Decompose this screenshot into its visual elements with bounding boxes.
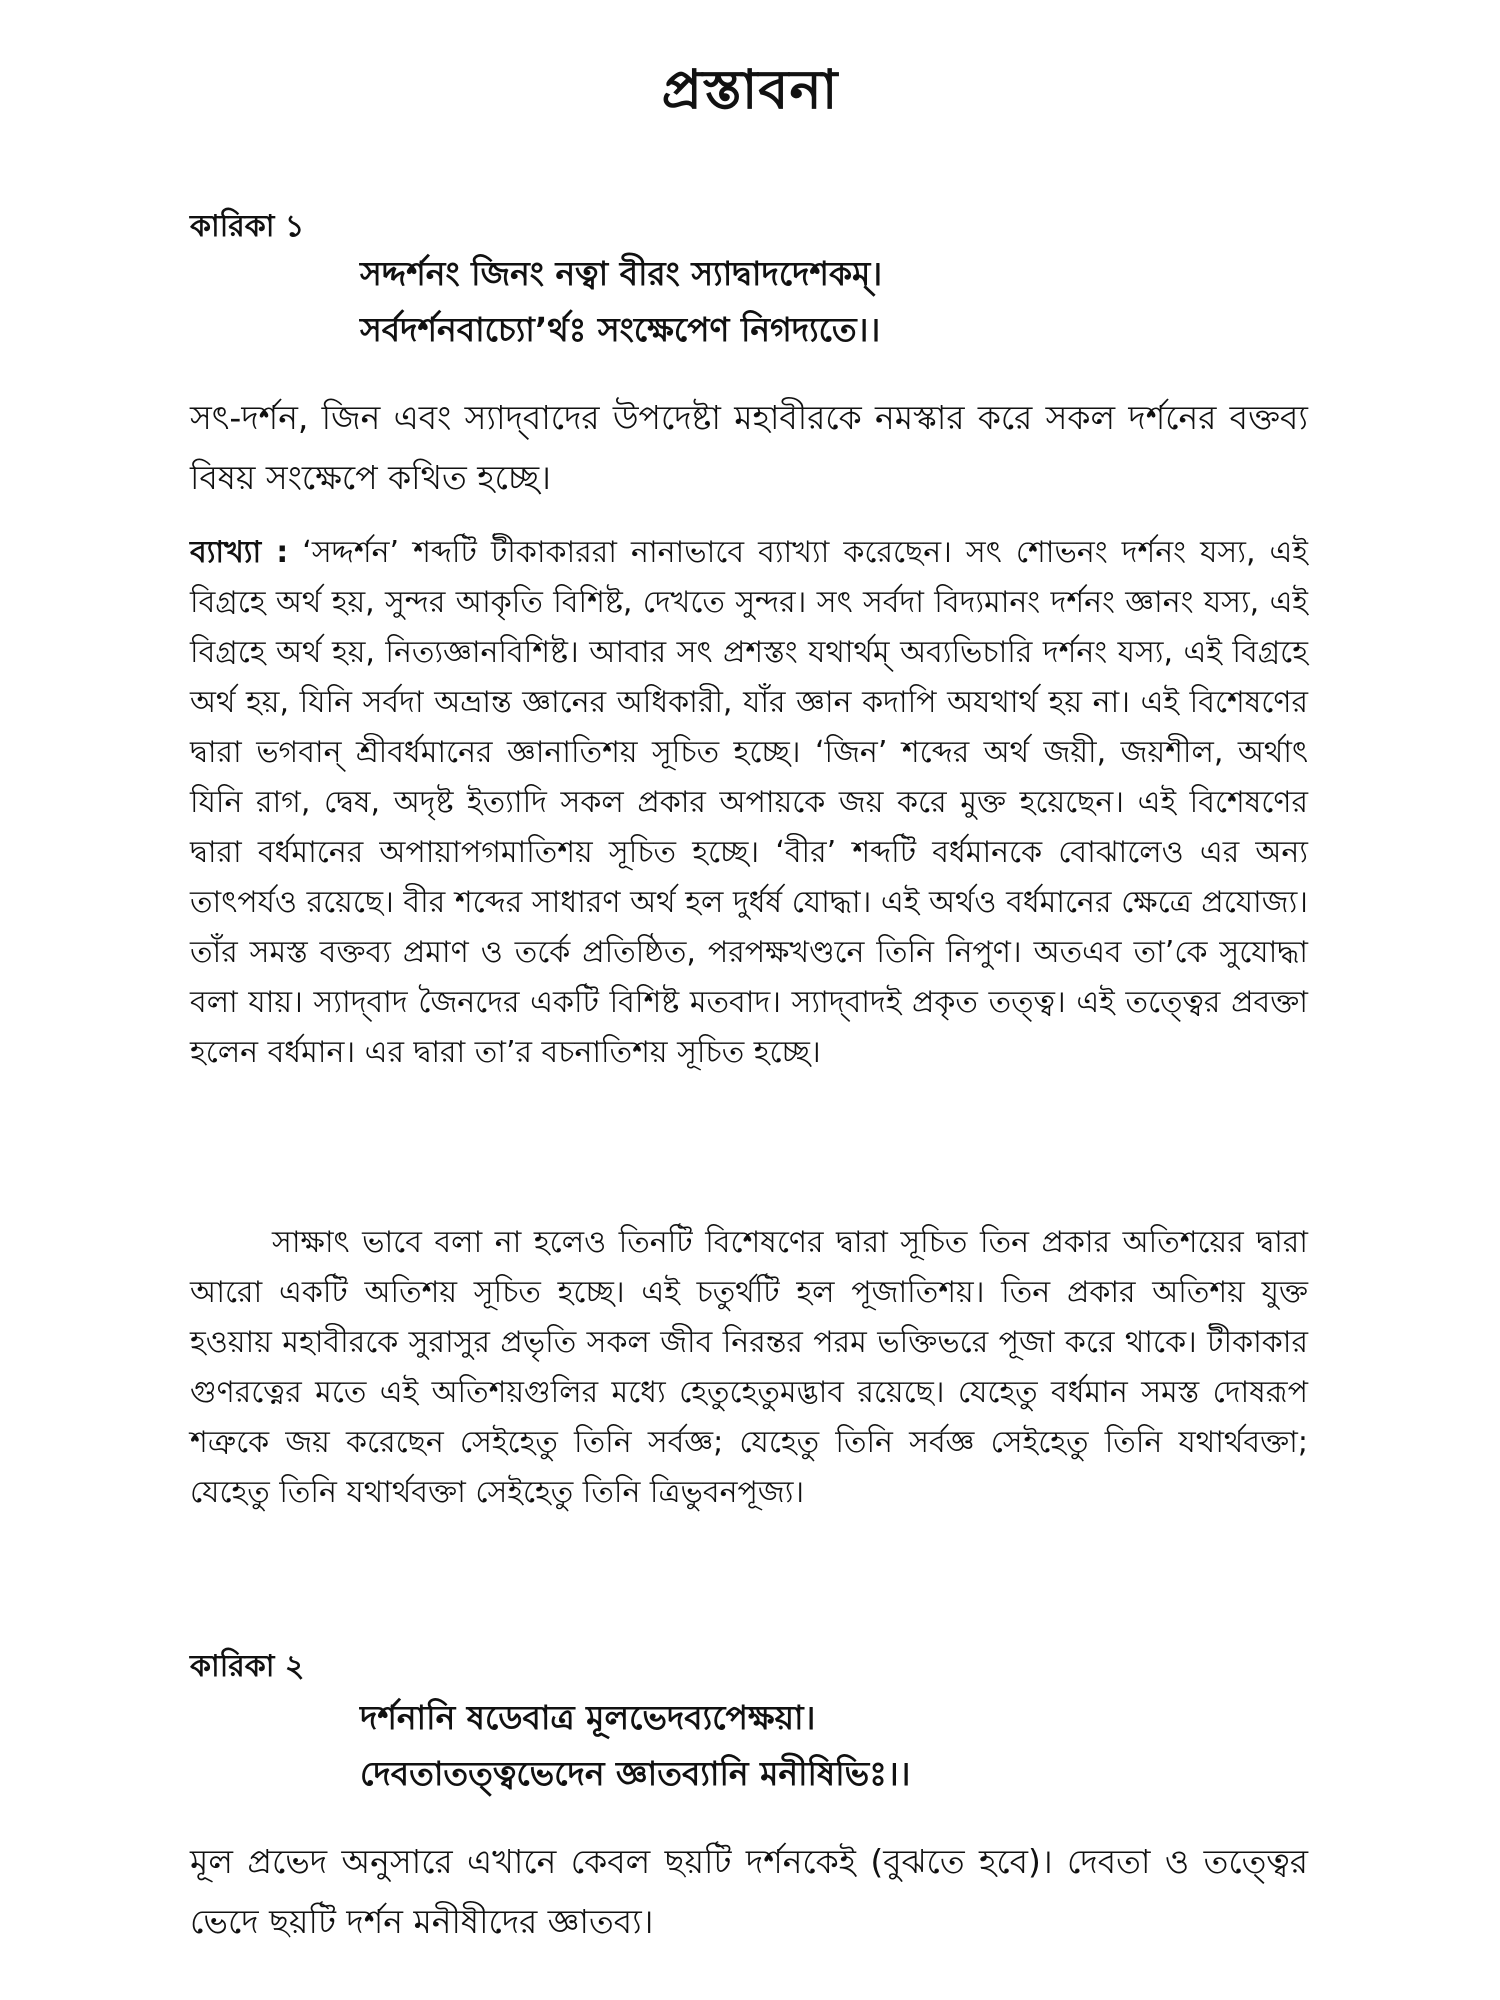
explanation-label: ব্যাখ্যা : <box>190 535 289 570</box>
verse-line: সর্বদর্শনবাচ্যো’র্থঃ সংক্ষেপেণ নিগদ্যতে।। <box>360 310 881 349</box>
page-title: প্রস্তাবনা <box>661 58 839 121</box>
karika-1-translation: সৎ-দর্শন, জিন এবং স্যাদ্‌বাদের উপদেষ্টা মহাবীরকে নমস্কার করে সকল দর্শনের বক্তব্য বিষয় সংক্ষেপে কথিত হচ্ছে। <box>190 398 1308 497</box>
explanation-text: ‘সদ্দর্শন’ শব্দটি টীকাকাররা নানাভাবে ব্যাখ্যা করেছেন। সৎ শোভনং দর্শনং যস্য, এই বিগ্রহে অর্থ হয়, সুন্দর আকৃতি বিশিষ্ট, দেখতে সুন্দর। সৎ সর্বদা বিদ্যমানং দর্শনং জ্ঞানং যস্য, এই বিগ্রহে অর্থ হয়, নিত্যজ্ঞানবিশিষ্ট। আবার সৎ প্রশস্তং যথার্থম্ অব্যভিচারি দর্শনং যস্য, এই বিগ্রহে অর্থ হয়, যিনি সর্বদা অভ্রান্ত জ্ঞানের অধিকারী, যাঁর জ্ঞান কদাপি অযথার্থ হয় না। এই বিশেষণের দ্বারা ভগবান্ শ্রীবর্ধমানের জ্ঞানাতিশয় সূচিত হচ্ছে। ‘জিন’ শব্দের অর্থ জয়ী, জয়শীল, অর্থাৎ যিনি রাগ, দ্বেষ, অদৃষ্ট ইত্যাদি সকল প্রকার অপায়কে জয় করে মুক্ত হয়েছেন। এই বিশেষণের দ্বারা বর্ধমানের অপায়াপগমাতিশয় সূচিত হচ্ছে। ‘বীর’ শব্দটি বর্ধমানকে বোঝালেও এর অন্য তাৎপর্যও রয়েছে। বীর শব্দের সাধারণ অর্থ হল দুর্ধর্ষ যোদ্ধা। এই অর্থও বর্ধমানের ক্ষেত্রে প্রযোজ্য। তাঁর সমস্ত বক্তব্য প্রমাণ ও তর্কে প্রতিষ্ঠিত, পরপক্ষখণ্ডনে তিনি নিপুণ। অতএব তা’কে সুযোদ্ধা বলা যায়। স্যাদ্‌বাদ জৈনদের একটি বিশিষ্ট মতবাদ। স্যাদ্‌বাদই প্রকৃত তত্ত্ব। এই তত্ত্বের প্রবক্তা হলেন বর্ধমান। এর দ্বারা তা’র বচনাতিশয় সূচিত হচ্ছে। <box>190 535 1308 1070</box>
karika-2-translation: মূল প্রভেদ অনুসারে এখানে কেবল ছয়টি দর্শনকেই (বুঝতে হবে)। দেবতা ও তত্ত্বের ভেদে ছয়টি দর্শন মনীষীদের জ্ঞাতব্য। <box>190 1842 1308 1941</box>
karika-2-label: কারিকা ২ <box>190 1649 305 1684</box>
karika-1-verse <box>360 246 882 358</box>
verse-line: দর্শনানি ষডেবাত্র মূলভেদব্যপেক্ষয়া। <box>360 1698 816 1737</box>
karika-1-explanation <box>190 528 1308 1078</box>
karika-2-verse <box>360 1690 910 1802</box>
karika-1-paragraph-2: সাক্ষাৎ ভাবে বলা না হলেও তিনটি বিশেষণের দ্বারা সূচিত তিন প্রকার অতিশয়ের দ্বারা আরো একটি অতিশয় সূচিত হচ্ছে। এই চতুর্থটি হল পূজাতিশয়। তিন প্রকার অতিশয় যুক্ত হওয়ায় মহাবীরকে সুরাসুর প্রভৃতি সকল জীব নিরন্তর পরম ভক্তিভরে পূজা করে থাকে। টীকাকার গুণরত্নের মতে এই অতিশয়গুলির মধ্যে হেতুহেতুমদ্ভাব রয়েছে। যেহেতু বর্ধমান সমস্ত দোষরূপ শত্রুকে জয় করেছেন সেইহেতু তিনি সর্বজ্ঞ; যেহেতু তিনি সর্বজ্ঞ সেইহেতু তিনি যথার্থবক্তা; যেহেতু তিনি যথার্থবক্তা সেইহেতু তিনি ত্রিভুবনপূজ্য। <box>190 1225 1308 1510</box>
karika-1-label: কারিকা ১ <box>190 209 305 244</box>
verse-line: সদ্দর্শনং জিনং নত্বা বীরং স্যাদ্বাদদেশকম্। <box>360 254 883 293</box>
verse-line: দেবতাতত্ত্বভেদেন জ্ঞাতব্যানি মনীষিভিঃ।। <box>360 1754 911 1793</box>
